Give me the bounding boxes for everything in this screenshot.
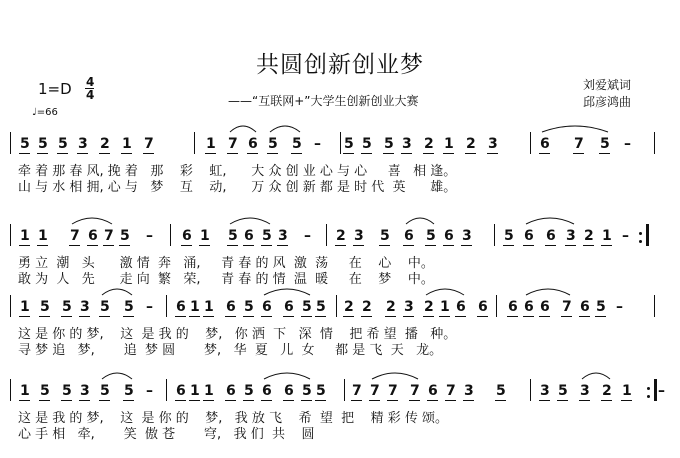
song-subtitle: ——“互联网+”大学生创新创业大赛 <box>228 94 419 108</box>
lyricist-credit: 刘爱斌词 <box>583 78 632 92</box>
score-note: 1 <box>440 299 450 315</box>
score-note: 5 <box>496 383 506 399</box>
slur <box>230 218 270 224</box>
score-note: 3 <box>566 228 576 244</box>
score-note: 2 <box>386 299 396 315</box>
score-note: 5 <box>362 136 372 152</box>
score-note: – <box>314 136 321 152</box>
score-note: 3 <box>464 383 474 399</box>
lyric-line-2: 山 与 水 相 拥, 心 与 梦 互 动, 万 众 创 新 都 是 时 代 英 雄。 <box>18 180 457 195</box>
lyric-line-2: 敢 为 人 先 走 向 繁 荣, 青 春 的 情 温 暖 在 梦 中。 <box>18 272 434 287</box>
score-note: 5 <box>558 383 568 399</box>
lyric-line-1: 这 是 我 的 梦, 这 是 你 的 梦, 我 放 飞 希 望 把 精 彩 传 颂。 <box>18 411 449 426</box>
score-note: 5 <box>100 383 110 399</box>
score-note: 7 <box>562 299 572 315</box>
score-note: 6 <box>262 383 272 399</box>
tempo-marking: ♩=66 <box>32 107 58 118</box>
lyric-line-1: 牵 着 那 春 风, 挽 着 那 彩 虹, 大 众 创 业 心 与 心 喜 相 逢。 <box>18 164 457 179</box>
score-note: 2 <box>584 228 594 244</box>
score-note: 6 <box>226 299 236 315</box>
score-note: 5 <box>40 383 50 399</box>
score-note: 6 <box>404 228 414 244</box>
score-note: 6 <box>244 228 254 244</box>
score-note: 3 <box>404 299 414 315</box>
score-note: 2 <box>344 299 354 315</box>
slur <box>372 373 418 379</box>
score-note: 5 <box>316 299 326 315</box>
score-note: – <box>624 136 631 152</box>
score-note: 2 <box>424 299 434 315</box>
score-note: 5 <box>40 299 50 315</box>
score-note: 2 <box>466 136 476 152</box>
lyric-line-2: 寻 梦 追 梦, 追 梦 圆 梦, 华 夏 儿 女 都 是 飞 天 龙。 <box>18 343 443 358</box>
score-note: 6 <box>444 228 454 244</box>
song-title: 共圆创新创业梦 <box>256 52 424 78</box>
lyric-line-1: 这 是 你 的 梦, 这 是 我 的 梦, 你 洒 下 深 情 把 希 望 播 种。 <box>18 327 457 342</box>
score-note: 1 <box>444 136 454 152</box>
score-note: 5 <box>302 299 312 315</box>
score-note: 2 <box>424 136 434 152</box>
score-note: 5 <box>124 299 134 315</box>
score-note: 5 <box>120 228 130 244</box>
score-note: 5 <box>600 136 610 152</box>
score-note: 7 <box>352 383 362 399</box>
score-note: 1 <box>190 299 200 315</box>
score-note: 5 <box>426 228 436 244</box>
score-note: 7 <box>410 383 420 399</box>
score-note: 3 <box>80 383 90 399</box>
slur <box>264 373 310 379</box>
score-note: 6 <box>580 299 590 315</box>
score-note: 6 <box>540 299 550 315</box>
score-note: 5 <box>292 136 302 152</box>
score-note: 6 <box>262 299 272 315</box>
slur <box>270 126 300 132</box>
score-note: 5 <box>244 383 254 399</box>
score-note: 7 <box>388 383 398 399</box>
slur <box>102 373 132 379</box>
score-note: – <box>658 383 665 399</box>
score-note: 6 <box>508 299 518 315</box>
slur <box>542 126 608 132</box>
key-signature: 1=D <box>38 80 72 98</box>
score-note: 5 <box>344 136 354 152</box>
slur <box>264 289 310 295</box>
score-note: – <box>146 228 153 244</box>
score-note: 6 <box>284 299 294 315</box>
score-note: 7 <box>574 136 584 152</box>
score-note: – <box>616 299 623 315</box>
slur <box>72 218 112 224</box>
score-note: 2 <box>362 299 372 315</box>
score-note: 6 <box>176 299 186 315</box>
score-note: 7 <box>104 228 114 244</box>
score-note: – <box>146 299 153 315</box>
score-note: 7 <box>370 383 380 399</box>
score-note: 7 <box>446 383 456 399</box>
lyric-line-2: 心 手 相 牵, 笑 傲 苍 穹, 我 们 共 圆 <box>18 427 315 442</box>
score-note: 1 <box>122 136 132 152</box>
score-note: 1 <box>206 136 216 152</box>
score-note: 6 <box>546 228 556 244</box>
score-note: 5 <box>302 383 312 399</box>
slur <box>526 218 574 224</box>
score-note: 6 <box>88 228 98 244</box>
score-note: 3 <box>278 228 288 244</box>
slur <box>230 126 256 132</box>
score-note: 6 <box>182 228 192 244</box>
score-note: 5 <box>268 136 278 152</box>
score-note: 5 <box>58 136 68 152</box>
score-note: – <box>622 228 629 244</box>
slur <box>426 289 464 295</box>
time-signature-bottom: 4 <box>86 88 95 102</box>
score-note: 1 <box>204 383 214 399</box>
score-note: – <box>146 383 153 399</box>
score-note: 3 <box>402 136 412 152</box>
score-note: 7 <box>228 136 238 152</box>
score-note: 2 <box>100 136 110 152</box>
score-note: 1 <box>602 228 612 244</box>
score-note: 6 <box>456 299 466 315</box>
score-note: 7 <box>144 136 154 152</box>
score-note: 5 <box>262 228 272 244</box>
composer-credit: 邱彦鸿曲 <box>583 95 632 109</box>
score-note: 1 <box>204 299 214 315</box>
score-note: 3 <box>80 299 90 315</box>
score-note: 3 <box>580 383 590 399</box>
lyric-line-1: 勇 立 潮 头 激 情 奔 涌, 青 春 的 风 激 荡 在 心 中。 <box>18 256 434 271</box>
score-note: 5 <box>124 383 134 399</box>
score-note: 1 <box>622 383 632 399</box>
score-note: 1 <box>38 228 48 244</box>
score-note: 5 <box>316 383 326 399</box>
score-note: 5 <box>228 228 238 244</box>
score-note: 3 <box>488 136 498 152</box>
score-note: 6 <box>284 383 294 399</box>
slur <box>102 289 132 295</box>
score-note: 6 <box>248 136 258 152</box>
score-note: – <box>304 228 311 244</box>
score-note: 1 <box>20 228 30 244</box>
score-note: 6 <box>540 136 550 152</box>
time-signature-top: 4 <box>86 75 95 89</box>
score-note: 5 <box>384 136 394 152</box>
score-note: 6 <box>478 299 488 315</box>
score-note: 7 <box>70 228 80 244</box>
score-note: 5 <box>38 136 48 152</box>
score-note: 5 <box>380 228 390 244</box>
score-note: 6 <box>428 383 438 399</box>
score-note: 5 <box>62 383 72 399</box>
score-note: 1 <box>190 383 200 399</box>
score-note: 6 <box>524 299 534 315</box>
score-note: 5 <box>504 228 514 244</box>
score-note: 3 <box>78 136 88 152</box>
slur <box>406 218 434 224</box>
score-note: 2 <box>336 228 346 244</box>
score-note: 2 <box>602 383 612 399</box>
score-note: 6 <box>524 228 534 244</box>
score-note: 3 <box>540 383 550 399</box>
score-note: 5 <box>100 299 110 315</box>
score-note: 1 <box>200 228 210 244</box>
score-note: 6 <box>176 383 186 399</box>
score-note: 6 <box>226 383 236 399</box>
score-note: 5 <box>62 299 72 315</box>
score-note: 5 <box>20 136 30 152</box>
score-note: 3 <box>354 228 364 244</box>
score-note: 1 <box>20 383 30 399</box>
slur <box>526 289 570 295</box>
score-note: 5 <box>244 299 254 315</box>
score-note: 3 <box>462 228 472 244</box>
slur <box>582 373 610 379</box>
score-note: 5 <box>596 299 606 315</box>
score-note: 1 <box>20 299 30 315</box>
